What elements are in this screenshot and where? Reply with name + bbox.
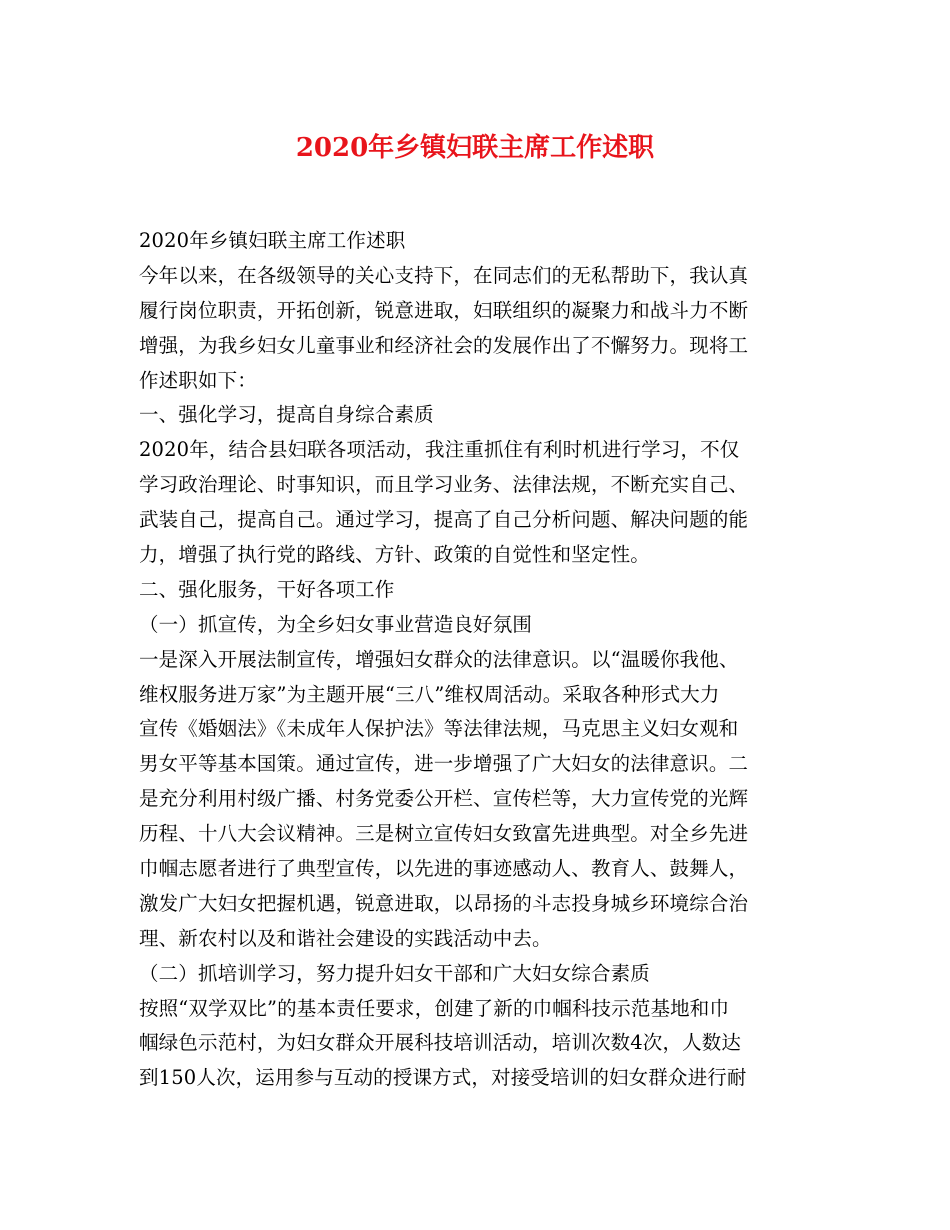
subsection-heading: （二）抓培训学习，努力提升妇女干部和广大妇女综合素质: [139, 961, 650, 985]
body-line: 2020年，结合县妇联各项活动，我注重抓住有利时机进行学习，不仅: [139, 438, 740, 462]
body-line: 宣传《婚姻法》《未成年人保护法》等法律法规，马克思主义妇女观和: [139, 717, 739, 741]
body-line: 激发广大妇女把握机遇，锐意进取，以昂扬的斗志投身城乡环境综合治: [139, 891, 749, 915]
document-body: [139, 224, 817, 1096]
section-heading: 二、强化服务，干好各项工作: [139, 577, 395, 601]
body-line: 力，增强了执行党的路线、方针、政策的自觉性和坚定性。: [139, 543, 650, 567]
body-line: 到150人次，运用参与互动的授课方式，对接受培训的妇女群众进行耐: [139, 1066, 747, 1090]
body-line: 2020年乡镇妇联主席工作述职: [139, 229, 406, 252]
body-line: 历程、十八大会议精神。三是树立宣传妇女致富先进典型。对全乡先进: [139, 822, 749, 846]
body-line: 一是深入开展法制宣传，增强妇女群众的法律意识。以“温暖你我他、: [139, 647, 739, 671]
body-line: 履行岗位职责，开拓创新，锐意进取，妇联组织的凝聚力和战斗力不断: [139, 298, 749, 322]
body-line: 维权服务进万家”为主题开展“三八”维权周活动。采取各种形式大力: [139, 682, 720, 706]
body-line: 按照“双学双比”的基本责任要求，创建了新的巾帼科技示范基地和巾: [139, 996, 730, 1020]
subsection-heading: （一）抓宣传，为全乡妇女事业营造良好氛围: [139, 612, 533, 636]
body-line: 作述职如下：: [139, 368, 257, 392]
body-line: 巾帼志愿者进行了典型宣传，以先进的事迹感动人、教育人、鼓舞人，: [139, 857, 749, 881]
body-line: 增强，为我乡妇女儿童事业和经济社会的发展作出了不懈努力。现将工: [139, 333, 749, 357]
section-heading: 一、强化学习，提高自身综合素质: [139, 403, 434, 427]
body-line: 理、新农村以及和谐社会建设的实践活动中去。: [139, 926, 552, 950]
body-line: 是充分利用村级广播、村务党委公开栏、宣传栏等，大力宣传党的光辉: [139, 787, 749, 811]
body-line: 今年以来，在各级领导的关心支持下，在同志们的无私帮助下，我认真: [139, 263, 749, 287]
body-line: 武装自己，提高自己。通过学习，提高了自己分析问题、解决问题的能: [139, 508, 749, 532]
body-line: 男女平等基本国策。通过宣传，进一步增强了广大妇女的法律意识。二: [139, 752, 749, 776]
body-line: 学习政治理论、时事知识，而且学习业务、法律法规，不断充实自己、: [139, 473, 749, 497]
body-line: 帼绿色示范村，为妇女群众开展科技培训活动，培训次数4次，人数达: [139, 1031, 742, 1055]
document-title: 2020年乡镇妇联主席工作述职: [295, 133, 655, 163]
